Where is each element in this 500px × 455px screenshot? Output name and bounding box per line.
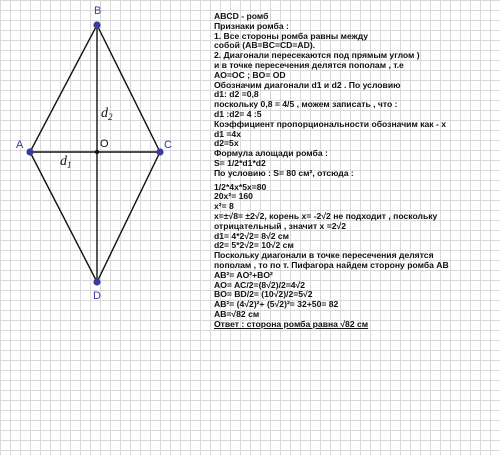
text-line: S= 1/2*d1*d2 (214, 158, 266, 168)
text-line: d2=5x (214, 139, 239, 149)
label-a: A (16, 139, 24, 151)
text-line: и в точке пересечения делятся пополам , т.е (214, 60, 404, 70)
text-line: 20x²= 160 (214, 192, 253, 202)
text-line: d1 :d2= 4 :5 (214, 109, 262, 119)
text-line: BO= BD/2= (10√2)/2=5√2 (214, 290, 313, 300)
rhombus-figure (0, 0, 205, 310)
label-d2-sub: 2 (108, 112, 113, 122)
text-line: Коэффициент пропорциональности обозначим как - x (214, 119, 447, 129)
text-line: Обозначим диагонали d1 и d2 . По условию (214, 80, 401, 90)
text-line: AB²= (4√2)²+ (5√2)²= 32+50= 82 (214, 300, 339, 310)
text-line: d1 =4x (214, 129, 241, 139)
label-o: O (100, 138, 109, 150)
answer-line: Ответ : сторона ромба равна √82 см (214, 319, 369, 329)
text-line: пополам , то по т. Пифагора найдем сторону ромба AB (214, 260, 449, 270)
text-line: AO= AC/2=(8√2)/2=4√2 (214, 280, 306, 290)
text-line: По условию : S= 80 см², отсюда : (214, 168, 354, 178)
point-d (93, 278, 100, 285)
text-line: поскольку 0,8 = 4/5 , можем записать , что : (214, 100, 398, 110)
text-line: x²= 8 (214, 202, 234, 212)
text-line: Поскольку диагонали в точке пересечения делятся (214, 251, 434, 261)
solution-text (214, 12, 500, 330)
label-d1-sub: 1 (67, 160, 72, 170)
text-line: Формула алощади ромба : (214, 149, 328, 159)
label-d1 (60, 154, 72, 170)
label-b: B (94, 5, 102, 17)
text-line: AO=OC ; BO= OD (214, 70, 286, 80)
text-line: отрицательный , значит x =2√2 (214, 221, 347, 231)
text-line: AB²= AO²+BO² (214, 270, 273, 280)
text-line: Признаки ромба : (214, 21, 289, 31)
text-line: d2= 5*2√2= 10√2 см (214, 241, 294, 251)
point-b (93, 21, 100, 28)
label-d2 (101, 106, 113, 122)
point-c (156, 148, 163, 155)
label-d: D (93, 290, 101, 302)
text-line: 1. Все стороны ромба равны между (214, 31, 369, 41)
text-line: 1/2*4x*5x=80 (214, 182, 267, 192)
label-c: C (164, 139, 172, 151)
text-line: ABCD - ромб (214, 12, 269, 21)
point-o (95, 150, 99, 154)
rhombus-outline (30, 25, 160, 282)
label-d2-main: d (101, 106, 108, 121)
text-line: собой (AB=BC=CD=AD). (214, 41, 316, 51)
text-line: AB=√82 см (214, 309, 260, 319)
point-a (26, 148, 33, 155)
text-line: x=±√8= ±2√2, корень x= -2√2 не подходит , поскольку (214, 211, 438, 221)
text-line: d1= 4*2√2= 8√2 см (214, 231, 290, 241)
text-line: 2. Диагонали пересекаются под прямым углом ) (214, 51, 420, 61)
label-d1-main: d (60, 154, 67, 169)
text-line: d1: d2 =0,8 (214, 90, 259, 100)
